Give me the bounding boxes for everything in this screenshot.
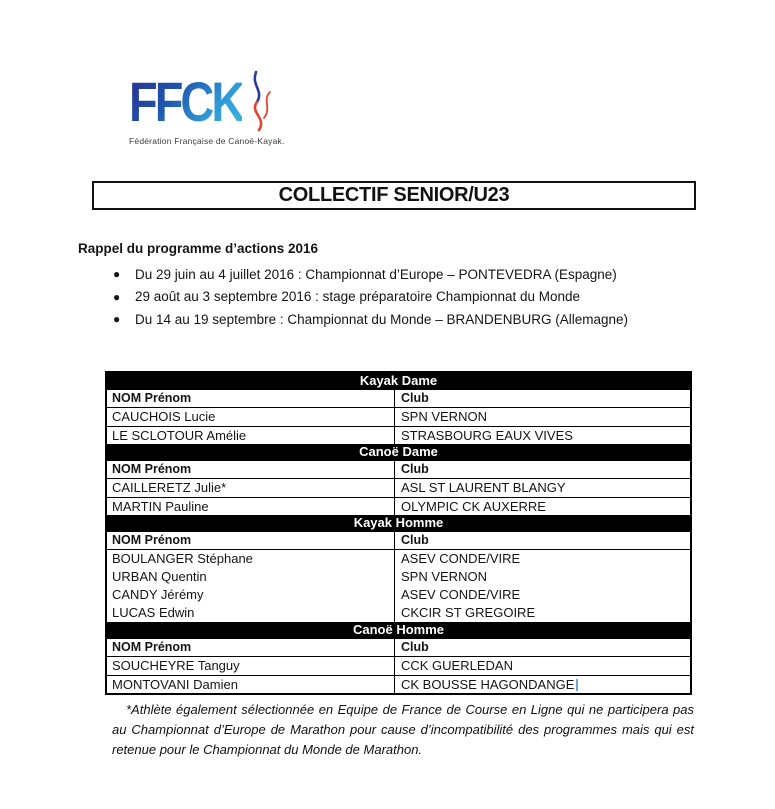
column-header-row [107,390,690,408]
column-header-club: Club [401,391,429,405]
program-item-text: Du 14 au 19 septembre : Championnat du Monde – BRANDENBURG (Allemagne) [135,311,628,327]
athlete-name-cell: CAUCHOIS Lucie [107,408,395,426]
club-cell: CCK GUERLEDAN [401,658,513,673]
athlete-name-cell: SOUCHEYRE Tanguy [107,657,395,675]
column-header-club: Club [401,640,429,654]
program-item-text: Du 29 juin au 4 juillet 2016 : Championnat d’Europe – PONTEVEDRA (Espagne) [135,266,617,282]
athlete-row [107,497,690,515]
athlete-row [107,426,690,444]
section-band: Kayak Dame [107,373,690,390]
athlete-name-cell: LE SCLOTOUR Amélie [107,427,395,444]
athlete-row [107,568,690,586]
athlete-name-cell: URBAN Quentin [107,568,395,586]
bullet-icon: ● [113,289,121,304]
logo-caption: Fédération Française de Canoë-Kayak. [129,136,285,146]
athlete-name-cell: CAILLERETZ Julie* [107,479,395,497]
athlete-row [107,675,690,693]
column-header-name: NOM Prénom [107,532,395,549]
athlete-name-cell: MONTOVANI Damien [107,676,395,693]
program-item [113,308,628,331]
program-item [113,286,628,309]
logo-row [129,70,329,133]
column-header-name: NOM Prénom [107,390,395,407]
athlete-row [107,586,690,604]
athlete-name-cell: LUCAS Edwin [107,604,395,622]
athlete-row [107,550,690,568]
column-header-row [107,532,690,550]
ffck-logo-text: FFCK [129,70,243,133]
athlete-name-cell: MARTIN Pauline [107,498,395,515]
club-cell: SPN VERNON [401,569,487,584]
column-header-name: NOM Prénom [107,639,395,656]
athlete-name-cell: BOULANGER Stéphane [107,550,395,568]
club-cell: ASL ST LAURENT BLANGY [401,480,566,495]
club-cell: ASEV CONDE/VIRE [401,551,521,566]
column-header-name: NOM Prénom [107,461,395,478]
program-heading: Rappel du programme d’actions 2016 [78,241,319,256]
title-box [92,181,696,210]
club-cell: CKCIR ST GREGOIRE [401,605,536,620]
page-title: COLLECTIF SENIOR/U23 [278,184,510,206]
bullet-icon: ● [113,267,121,282]
club-cell: STRASBOURG EAUX VIVES [401,428,573,443]
athlete-row [107,657,690,675]
athlete-row [107,479,690,497]
column-header-row [107,461,690,479]
ffck-logo [129,70,329,146]
club-cell: CK BOUSSE HAGONDANGE [395,676,690,693]
club-cell: SPN VERNON [401,409,487,424]
club-cell: OLYMPIC CK AUXERRE [401,499,546,514]
athlete-row [107,408,690,426]
section-band: Canoë Dame [107,444,690,461]
section-band: Kayak Homme [107,515,690,532]
program-list [113,263,628,331]
club-cell: ASEV CONDE/VIRE [401,587,521,602]
program-item-text: 29 août au 3 septembre 2016 : stage préparatoire Championnat du Monde [135,289,581,305]
paddler-swoosh-icon [241,70,277,134]
column-header-club: Club [401,533,429,547]
section-band: Canoë Homme [107,622,690,639]
column-header-club: Club [401,462,429,476]
program-item [113,263,628,286]
athlete-name-cell: CANDY Jérémy [107,586,395,604]
athlete-row [107,604,690,622]
column-header-row [107,639,690,657]
footnote: *Athlète également sélectionnée en Equipe de France de Course en Ligne qui ne participera pas au Championnat d’Europe de Marathon pour cause d’incompatibilité des programmes mais qui est retenue pour le Championnat du Monde de Marathon. [112,702,694,757]
roster-tables [105,371,692,695]
text-cursor [576,679,578,691]
bullet-icon: ● [113,312,121,327]
